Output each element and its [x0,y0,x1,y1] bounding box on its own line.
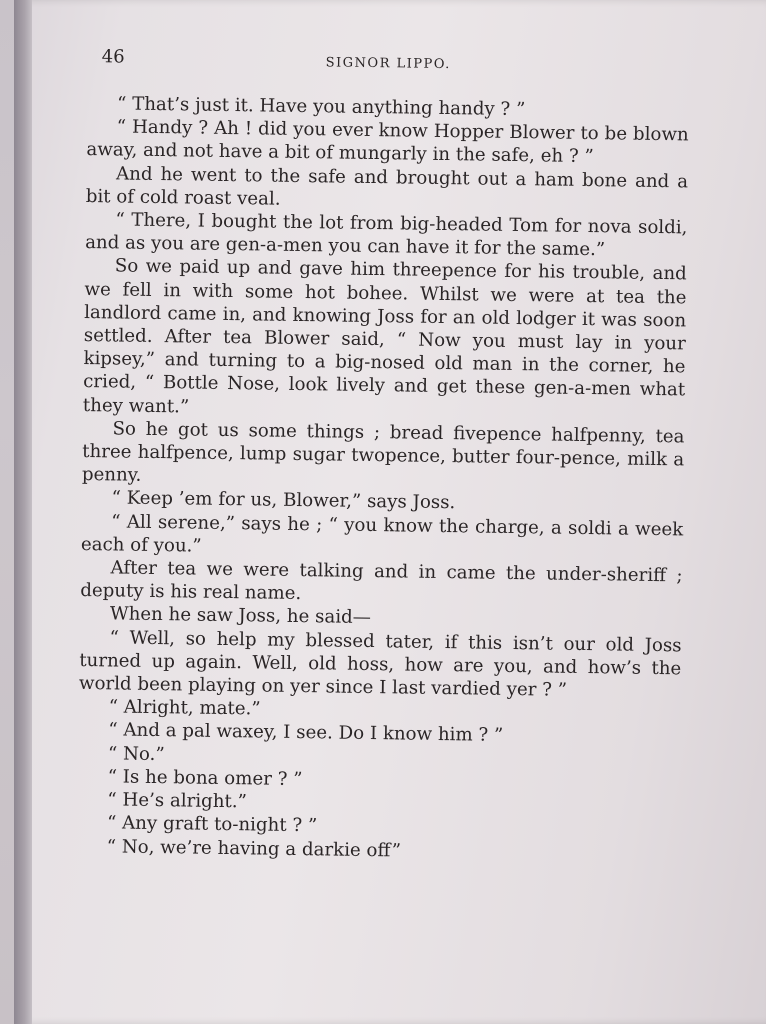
paragraph: “ All serene,” says he ; “ you know the charge, a soldi a week each of you.” [80,511,684,557]
paragraph: So he got us some things ; bread fivepence halfpenny, tea three halfpence, lump sugar twopence, butter four-pence, milk a penny. [81,418,685,487]
paragraph: “ Handy ? Ah ! did you ever know Hopper Blower to be blown away, and not have a bit of mungarly in the safe, eh ? ” [86,116,689,168]
printed-text-block [77,38,690,866]
paragraph: “ Is he bona omer ? ” [107,766,303,790]
paragraph: After tea we were talking and in came the under-sheriff ; deputy is his real name. [80,557,683,605]
paragraph: “ Alright, mate.” [108,696,261,720]
paragraph: “ Well, so help my blessed tater, if this isn’t our old Joss turned up again. Well, old hoss, how are you, and how’s the world been playing on yer since I last vardied yer ? ” [78,627,682,701]
page-number: 46 [101,46,125,68]
paragraph: “ No.” [107,743,165,765]
body-text [77,92,690,866]
running-head [87,38,689,86]
paragraph: So we paid up and gave him threepence for his trouble, and we fell in with some hot bohee. Whilst we were at tea the landlord came in, and knowing Joss for an old lodger it was soon settled. After tea Blower said, “ Now you must lay in your kipsey,” and turning to a big-nosed old man in the corner, he cried, “ Bottle Nose, look lively and get these gen-a-men what they want.” [82,255,687,418]
paragraph: “ That’s just it. Have you anything handy ? ” [116,93,526,121]
paragraph: “ He’s alright.” [107,789,248,813]
page-gutter-shadow [14,0,32,1024]
paragraph: “ There, I bought the lot from big-headed Tom for nova soldi, and as you are gen-a-men you can have it for the same.” [84,209,688,261]
paragraph: “ No, we’re having a darkie off” [106,835,402,861]
paragraph: When he saw Joss, he said— [109,603,372,629]
paragraph: “ Keep ’em for us, Blower,” says Joss. [111,487,456,514]
paragraph: And he went to the safe and brought out a ham bone and a bit of cold roast veal. [85,163,689,210]
paragraph: “ Any graft to-night ? ” [106,812,318,837]
paragraph: “ And a pal waxey, I see. Do I know him ? ” [108,719,504,747]
running-title: SIGNOR LIPPO. [325,55,451,73]
book-page [14,0,766,1024]
